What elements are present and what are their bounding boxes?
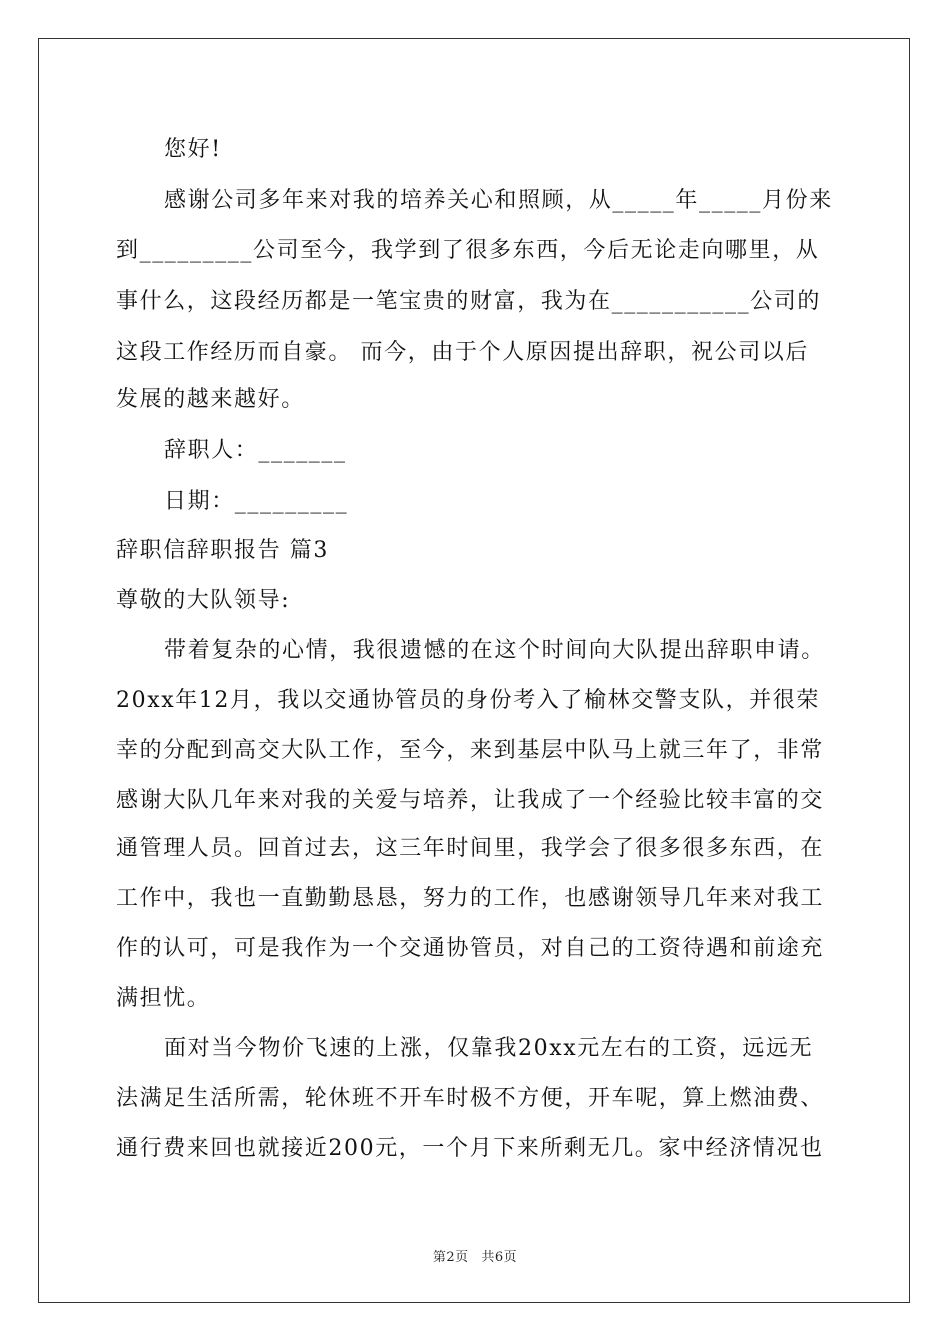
- paragraph-line: 面对当今物价飞速的上涨，仅靠我20xx元左右的工资，远远无: [164, 1036, 814, 1061]
- body-line: 事什么，这段经历都是一笔宝贵的财富，我为在___________公司的: [116, 289, 822, 314]
- paragraph-line: 幸的分配到高交大队工作，至今，来到基层中队马上就三年了，非常: [116, 738, 825, 763]
- paragraph-line: 法满足生活所需，轮休班不开车时极不方便，开车呢，算上燃油费、: [116, 1086, 825, 1111]
- section-heading: 辞职信辞职报告 篇3: [116, 538, 329, 563]
- paragraph-line: 带着复杂的心情，我很遗憾的在这个时间向大队提出辞职申请。: [164, 638, 825, 663]
- salutation: 尊敬的大队领导:: [116, 588, 291, 613]
- body-line: 这段工作经历而自豪。 而今，由于个人原因提出辞职，祝公司以后: [116, 340, 809, 365]
- paragraph-line: 作的认可，可是我作为一个交通协管员，对自己的工资待遇和前途充: [116, 936, 825, 961]
- paragraph-line: 通行费来回也就接近200元，一个月下来所剩无几。家中经济情况也: [116, 1136, 824, 1161]
- paragraph-line: 感谢大队几年来对我的关爱与培养，让我成了一个经验比较丰富的交: [116, 788, 825, 813]
- paragraph-line: 满担忧。: [116, 986, 211, 1011]
- page-number: 第2页: [432, 1250, 469, 1265]
- paragraph-line: 通管理人员。回首过去，这三年时间里，我学会了很多很多东西，在: [116, 836, 825, 861]
- body-line: 到_________公司至今，我学到了很多东西，今后无论走向哪里，从: [116, 238, 820, 263]
- paragraph-line: 20xx年12月，我以交通协管员的身份考入了榆林交警支队，并很荣: [116, 688, 821, 713]
- page-total: 共6页: [481, 1250, 518, 1265]
- page-footer: [0, 1246, 950, 1265]
- body-line: 感谢公司多年来对我的培养关心和照顾，从_____年_____月份来: [164, 188, 833, 213]
- date-line: 日期：_________: [164, 489, 349, 514]
- signer-line: 辞职人：_______: [164, 438, 347, 463]
- paragraph-line: 工作中，我也一直勤勤恳恳，努力的工作，也感谢领导几年来对我工: [116, 886, 825, 911]
- body-line: 发展的越来越好。: [116, 387, 305, 412]
- greeting: 您好!: [164, 137, 222, 162]
